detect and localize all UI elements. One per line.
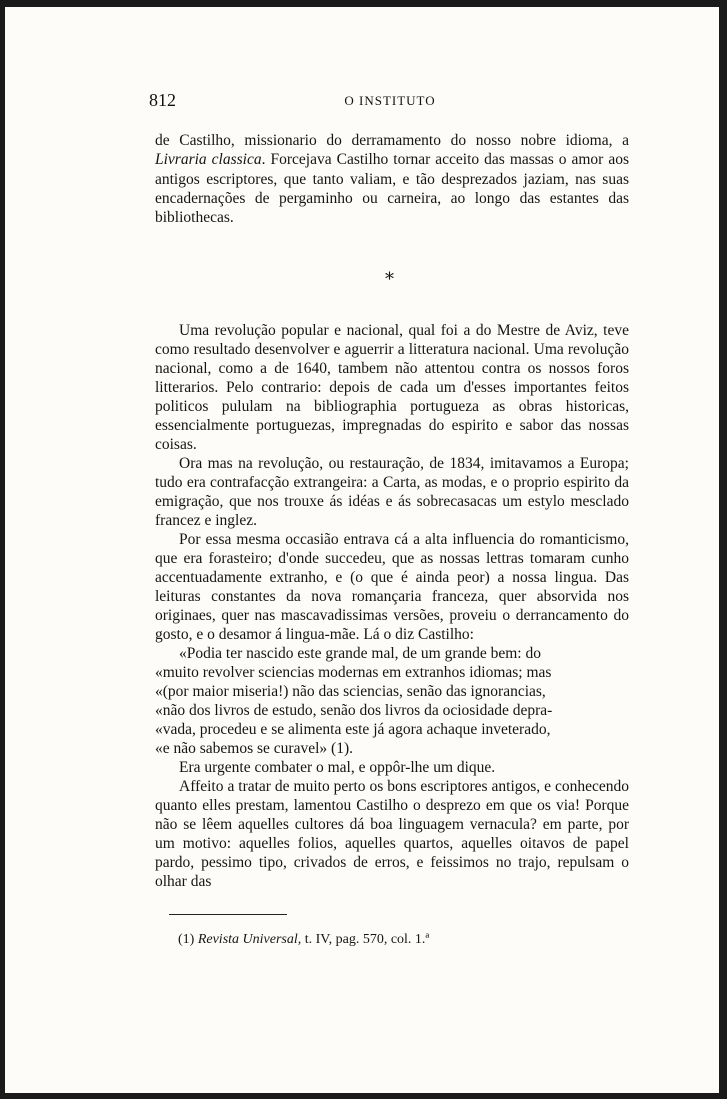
quote-line-5: «vada, procedeu e se alimenta este já agora achaque inveterado, [155, 721, 551, 738]
footnote-source: Revista Universal, [197, 932, 302, 947]
running-title: O INSTITUTO [344, 93, 436, 108]
footnote-rest: t. IV, pag. 570, col. 1.ª [301, 932, 430, 947]
opening-paragraph [155, 131, 629, 227]
paragraph-6: Affeito a tratar de muito perto os bons escriptores antigos, e conhecendo quanto elles prestam, lamentou Castilho o desprezo em que os via! Porque não se lêem aquelles cultores dá boa linguagem vernacula? em parte, por um motivo: aquelles folios, aquelles quartos, aquelles oitavos de papel pardo, pessimo tipo, crivados de erros, e feissimos no trajo, repulsam o olhar das [155, 778, 629, 890]
footnote [178, 932, 429, 948]
quote-line-3: «(por maior miseria!) não das sciencias, senão das ignorancias, [155, 683, 546, 700]
quote-line-1: «Podia ter nascido este grande mal, de um grande bem: do [179, 645, 541, 662]
page-header [149, 90, 631, 114]
page-number: 812 [149, 90, 176, 110]
book-page [5, 7, 719, 1093]
italic-title: Livraria classica [155, 151, 262, 169]
footnote-divider [169, 914, 287, 915]
paragraph-4: Por essa mesma occasião entrava cá a alta influencia do romanticismo, que era forasteiro; d'onde succedeu, que as nossas lettras tomaram cunho accentuadamente extranho, e (o que é ainda peor) a nossa lingua. Das leituras constantes da nova romançaria franceza, quer absorvida nos originaes, quer nas mascavadissimas versões, proveiu o derrancamento do gosto, e o desamor á lingua-mãe. Lá o diz Castilho: [155, 531, 629, 643]
paragraph-1: de Castilho, missionario do derramamento do nosso nobre idioma, a Livraria classica. Forcejava Castilho tornar acceito das massas o amor aos antigos escriptores, que tanto valiam, e tão desprezados jaziam, nas suas encadernações de pergaminho ou carneira, ao longo das estantes das bibliothecas. [155, 132, 629, 227]
main-text [155, 321, 629, 891]
paragraph-2: Uma revolução popular e nacional, qual foi a do Mestre de Aviz, teve como resultado desenvolver e aguerrir a litteratura nacional. Uma revolução nacional, como a de 1640, tambem não attentou contra os nossos foros litterarios. Pelo contrario: depois de cada um d'esses importantes feitos politicos pululam na bibliographia portugueza as obras historicas, essencialmente portuguezas, impregnadas do espirito e sabor das nossas coisas. [155, 322, 629, 453]
footnote-marker: (1) [178, 932, 195, 947]
quote-line-4: «não dos livros de estudo, senão dos livros da ociosidade depra- [155, 702, 553, 719]
section-separator: * [385, 269, 394, 290]
quote-line-2: «muito revolver sciencias modernas em extranhos idiomas; mas [155, 664, 552, 681]
paragraph-3: Ora mas na revolução, ou restauração, de 1834, imitavamos a Europa; tudo era contrafacção extrangeira: a Carta, as modas, e o proprio espirito da emigração, que nos trouxe ás idéas e ás sobrecasacas um estylo mesclado francez e inglez. [155, 455, 629, 529]
paragraph-5: Era urgente combater o mal, e oppôr-lhe um dique. [179, 759, 496, 776]
quote-line-6: «e não sabemos se curavel» (1). [155, 740, 353, 757]
